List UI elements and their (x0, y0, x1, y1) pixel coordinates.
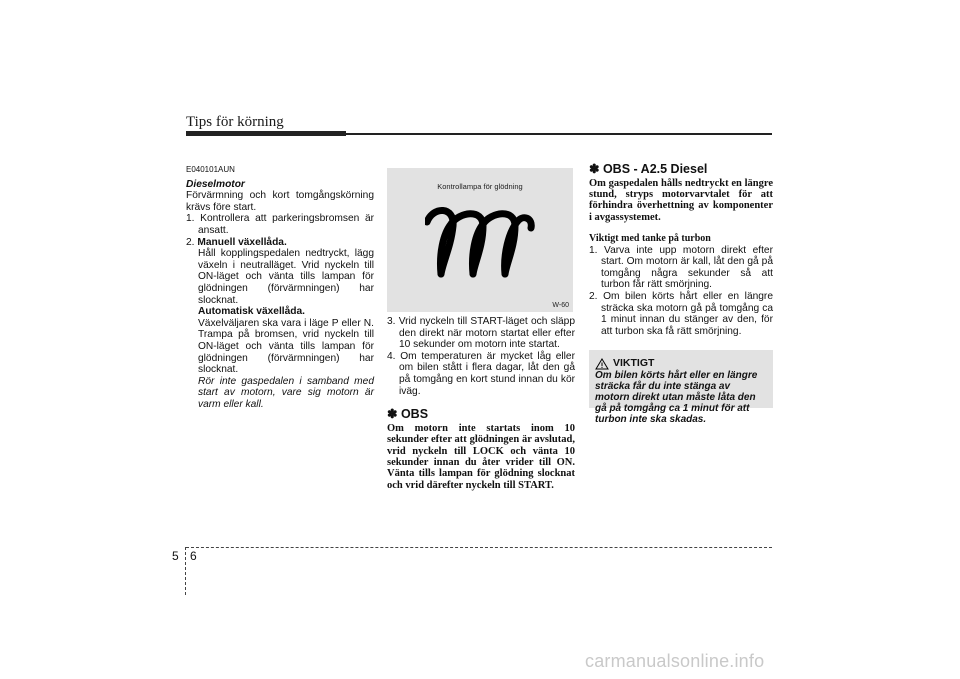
column-right (589, 164, 773, 337)
intro-text: Förvärmning och kort tomgångskörning krävs före start. (186, 190, 374, 213)
section-heading: Dieselmotor (186, 178, 245, 190)
warning-text: Om bilen körts hårt eller en längre sträcka får du inte stänga av motorn direkt utan måste låta den gå på tomgång ca 1 minut för att turbon inte ska skadas. (595, 370, 758, 425)
header-rule-thick (186, 131, 346, 136)
manual-gearbox-title: Manuell växellåda. (197, 236, 287, 248)
step-2-number: 2. (186, 236, 195, 248)
obs-diesel-title: ✽ OBS - A2.5 Diesel (589, 162, 708, 176)
obs-title: ✽ OBS (387, 407, 429, 422)
step-3: 3. Vrid nyckeln till START-läget och släpp den direkt när motorn startat eller efter 10 sekunder om motorn inte startat. (387, 316, 575, 351)
figure-label: Kontrollampa för glödning (437, 182, 523, 191)
turbo-step-1: 1. Varva inte upp motorn direkt efter start. Om motorn är kall, låt den gå på tomgång några sekunder så att turbon får rätt smörjning. (589, 244, 773, 291)
header-rule-thin (346, 133, 772, 135)
step-1: 1. Kontrollera att parkeringsbromsen är ansatt. (186, 213, 374, 236)
obs-diesel-text: Om gaspedalen hålls nedtryckt en längre stund, stryps motorvarvtalet för att förhindra överhettning av komponenter i avgassystemet. (589, 177, 773, 223)
step-4: 4. Om temperaturen är mycket låg eller om bilen stått i flera dagar, låt den gå på tomgång en kort stund innan du kör iväg. (387, 350, 575, 397)
warning-box (589, 350, 773, 425)
section-number: 5 (172, 549, 179, 563)
turbo-step-2: 2. Om bilen körts hårt eller en längre sträcka ska motorn gå på tomgång ca 1 minut innan du stänger av den, för att turbon ska få rätt smörjning. (589, 291, 773, 337)
page-number: 6 (190, 549, 197, 563)
glow-indicator-figure (387, 168, 573, 312)
section-code: E040101AUN (186, 165, 235, 174)
footer-vertical-rule (185, 547, 186, 595)
step-2 (186, 237, 374, 249)
watermark: carmanualsonline.info (585, 651, 765, 671)
warning-title: VIKTIGT (613, 357, 655, 369)
warning-triangle-icon (595, 358, 609, 370)
page-header-title: Tips för körning (186, 114, 284, 130)
automatic-gearbox-text: Växelväljaren ska vara i läge P eller N. Trampa på bromsen, vrid nyckeln till ON-läget och vänta tills lampan för glödningen (förvärmningen) har slocknat. (198, 317, 374, 376)
manual-gearbox-text: Håll kopplingspedalen nedtryckt, lägg växeln i neutralläget. Vrid nyckeln till ON-läget och vänta tills lampan för glödningen (förvärmningen) har slocknat. (198, 248, 374, 306)
glow-plug-coil-icon (425, 204, 535, 278)
column-left (186, 164, 374, 410)
column-middle (387, 316, 575, 491)
automatic-gearbox-title: Automatisk växellåda. (198, 306, 306, 318)
turbo-subheading: Viktigt med tanke på turbon (589, 233, 711, 245)
footer-rule (186, 547, 772, 548)
obs-text: Om motorn inte startats inom 10 sekunder efter att glödningen är avslutad, vrid nyckeln till LOCK och vänta 10 sekunder innan du åter vrider till ON. Vänta tills lampan för glödning slocknat och vrid därefter nyckeln till START. (387, 422, 575, 491)
pedal-note: Rör inte gaspedalen i samband med start av motorn, vare sig motorn är varm eller kall. (198, 375, 374, 410)
figure-code: W-60 (552, 302, 569, 309)
